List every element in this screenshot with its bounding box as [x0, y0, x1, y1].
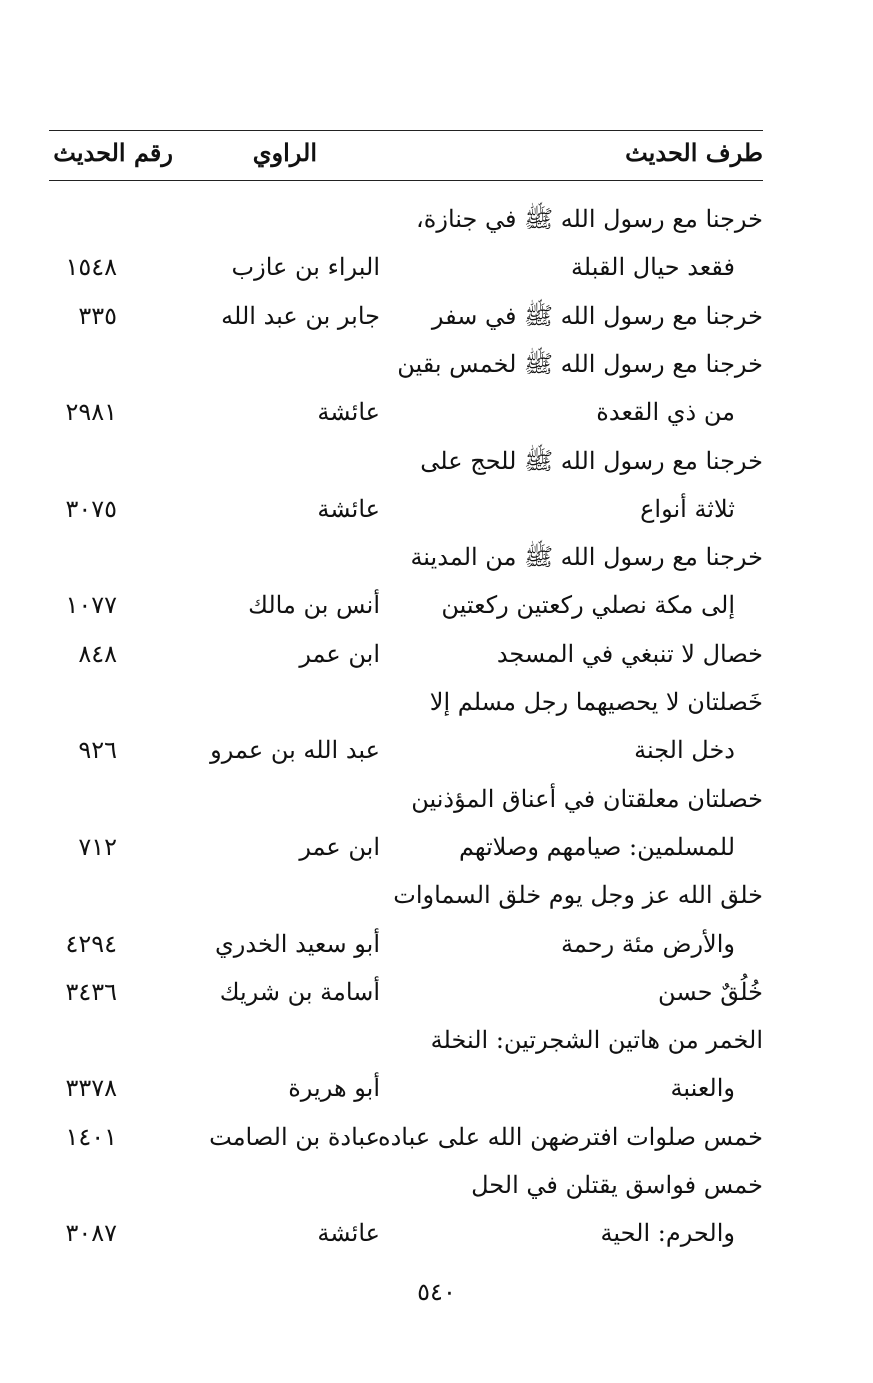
- hadith-number: ٣٤٣٦: [65, 978, 117, 1006]
- hadith-number: ١٥٤٨: [65, 253, 117, 281]
- narrator-name: ابن عمر: [299, 640, 380, 668]
- narrator-name: عائشة: [317, 495, 380, 523]
- index-line: [0, 1121, 873, 1169]
- hadith-number: ٩٢٦: [78, 736, 117, 764]
- hadith-number: ١٤٠١: [65, 1123, 117, 1151]
- hadith-text: خصال لا تنبغي في المسجد: [496, 640, 763, 668]
- hadith-text: فقعد حيال القبلة: [570, 253, 735, 281]
- narrator-name: أبو هريرة: [288, 1074, 380, 1102]
- narrator-name: عائشة: [317, 1219, 380, 1247]
- hadith-number: ٢٩٨١: [65, 398, 117, 426]
- hadith-text: خرجنا مع رسول الله ﷺ من المدينة: [410, 543, 763, 571]
- hadith-text: الخمر من هاتين الشجرتين: النخلة: [430, 1026, 763, 1054]
- column-header-number: رقم الحديث: [53, 138, 173, 167]
- hadith-number: ١٠٧٧: [65, 591, 117, 619]
- column-header-hadith: طرف الحديث: [625, 138, 763, 167]
- hadith-text: خمس فواسق يقتلن في الحل: [471, 1171, 763, 1199]
- hadith-text: خمس صلوات افترضهن الله على عباده: [378, 1123, 763, 1151]
- hadith-number: ٧١٢: [78, 833, 117, 861]
- index-line: [0, 541, 873, 589]
- page-number: ٥٤٠: [417, 1278, 456, 1306]
- index-line: [0, 251, 873, 299]
- hadith-text: والأرض مئة رحمة: [561, 930, 735, 958]
- header-bottom-rule: [49, 180, 763, 181]
- hadith-number: ٣٠٧٥: [65, 495, 117, 523]
- narrator-name: البراء بن عازب: [231, 253, 380, 281]
- index-line: [0, 396, 873, 444]
- index-line: [0, 203, 873, 251]
- index-line: [0, 1169, 873, 1217]
- hadith-text: خرجنا مع رسول الله ﷺ في سفر: [431, 302, 763, 330]
- index-line: [0, 734, 873, 782]
- header-top-rule: [49, 130, 763, 131]
- hadith-number: ٣٣٥: [78, 302, 117, 330]
- hadith-number: ٤٢٩٤: [65, 930, 117, 958]
- hadith-text: من ذي القعدة: [596, 398, 735, 426]
- hadith-text: خرجنا مع رسول الله ﷺ لخمس بقين: [397, 350, 763, 378]
- column-header-narrator: الراوي: [252, 138, 317, 167]
- hadith-number: ٣٠٨٧: [65, 1219, 117, 1247]
- hadith-text: خرجنا مع رسول الله ﷺ في جنازة،: [416, 205, 763, 233]
- narrator-name: أبو سعيد الخدري: [215, 930, 380, 958]
- hadith-text: خرجنا مع رسول الله ﷺ للحج على: [420, 447, 763, 475]
- hadith-number: ٣٣٧٨: [65, 1074, 117, 1102]
- hadith-text: خَصلتان لا يحصيهما رجل مسلم إلا: [429, 688, 763, 716]
- narrator-name: أسامة بن شريك: [219, 978, 380, 1006]
- narrator-name: جابر بن عبد الله: [221, 302, 380, 330]
- index-line: [0, 638, 873, 686]
- index-line: [0, 879, 873, 927]
- narrator-name: ابن عمر: [299, 833, 380, 861]
- index-line: [0, 300, 873, 348]
- index-line: [0, 589, 873, 637]
- index-line: [0, 348, 873, 396]
- index-line: [0, 783, 873, 831]
- hadith-number: ٨٤٨: [78, 640, 117, 668]
- narrator-name: عائشة: [317, 398, 380, 426]
- hadith-text: للمسلمين: صيامهم وصلاتهم: [458, 833, 735, 861]
- narrator-name: أنس بن مالك: [248, 591, 380, 619]
- hadith-text: والعنبة: [670, 1074, 735, 1102]
- hadith-text: دخل الجنة: [634, 736, 735, 764]
- index-line: [0, 493, 873, 541]
- index-line: [0, 1024, 873, 1072]
- index-line: [0, 831, 873, 879]
- hadith-text: إلى مكة نصلي ركعتين ركعتين: [441, 591, 735, 619]
- hadith-text: ثلاثة أنواع: [640, 495, 735, 523]
- index-line: [0, 1072, 873, 1120]
- index-line: [0, 686, 873, 734]
- index-line: [0, 445, 873, 493]
- narrator-name: عبادة بن الصامت: [209, 1123, 380, 1151]
- index-line: [0, 928, 873, 976]
- hadith-text: خصلتان معلقتان في أعناق المؤذنين: [411, 785, 763, 813]
- narrator-name: عبد الله بن عمرو: [210, 736, 380, 764]
- hadith-text: خُلُقٌ حسن: [658, 978, 763, 1006]
- hadith-text: والحرم: الحية: [600, 1219, 735, 1247]
- index-line: [0, 1217, 873, 1265]
- hadith-text: خلق الله عز وجل يوم خلق السماوات: [393, 881, 763, 909]
- index-line: [0, 976, 873, 1024]
